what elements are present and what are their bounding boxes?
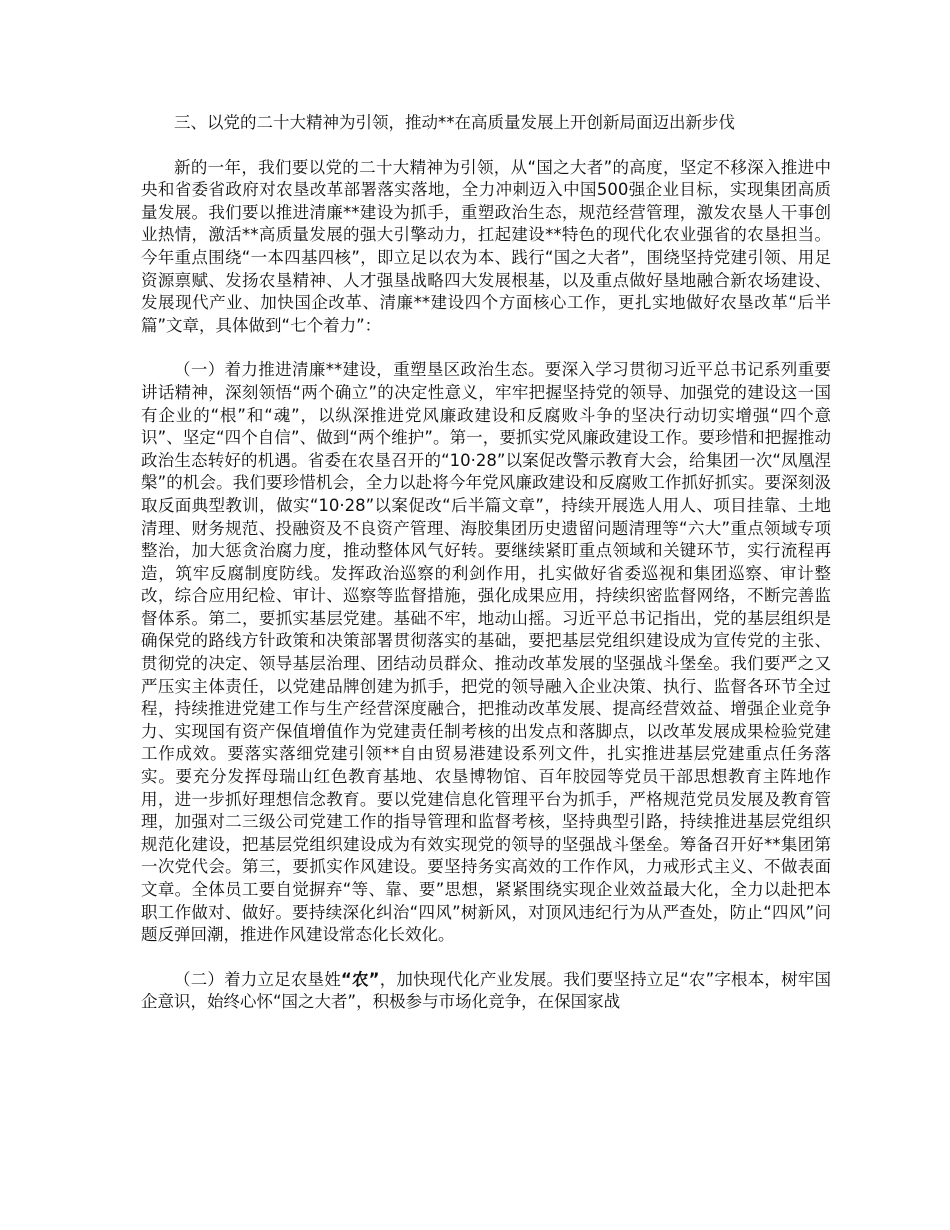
paragraph-two-lead-bold: “农” bbox=[340, 969, 380, 989]
section-heading: 三、以党的二十大精神为引领，推动**在高质量发展上开创新局面迈出新步伐 bbox=[174, 113, 735, 132]
document-page bbox=[141, 112, 831, 1036]
paragraph-one-body: 要深入学习贯彻习近平总书记系列重要讲话精神，深刻领悟“两个确立”的决定性意义，牢牢把握坚持党的领导、加强党的建设这一国有企业的“根”和“魂”，以纵深推进党风廉政建设和反腐败斗争的坚决行动切实增强“四个意识”、坚定“四个自信”、做到“两个维护”。第一，要抓实党风廉政建设工作。要珍惜和把握推动政治生态转好的机遇。省委在农垦召开的“10·28”以案促改警示教育大会，给集团一次“凤凰涅槃”的机会。我们要珍惜机会，全力以赴将今年党风廉政建设和反腐败工作抓好抓实。要深刻汲取反面典型教训，做实“10·28”以案促改“后半篇文章”，持续开展选人用人、项目挂靠、土地清理、财务规范、投融资及不良资产管理、海胶集团历史遗留问题清理等“六大”重点领域专项整治，加大惩贪治腐力度，推动整体风气好转。要继续紧盯重点领域和关键环节，实行流程再造，筑牢反腐制度防线。发挥政治巡察的利剑作用，扎实做好省委巡视和集团巡察、审计整改，综合应用纪检、审计、巡察等监督措施，强化成果应用，持续织密监督网络，不断完善监督体系。第二，要抓实基层党建。基础不牢，地动山摇。习近平总书记指出，党的基层组织是确保党的路线方针政策和决策部署贯彻落实的基础，要把基层党组织建设成为宣传党的主张、贯彻党的决定、领导基层治理、团结动员群众、推动改革发展的坚强战斗堡垒。我们要严之又严压实主体责任，以党建品牌创建为抓手，把党的领导融入企业决策、执行、监督各环节全过程，持续推进党建工作与生产经营深度融合，把推动改革发展、提高经营效益、增强企业竞争力、实现国有资产保值增值作为党建责任制考核的出发点和落脚点，以改革发展成果检验党建工作成效。要落实落细党建引领**自由贸易港建设系列文件，扎实推进基层党建重点任务落实。要充分发挥母瑞山红色教育基地、农垦博物馆、百年胶园等党员干部思想教育主阵地作用，进一步抓好理想信念教育。要以党建信息化管理平台为抓手，严格规范党员发展及教育管理，加强对二三级公司党建工作的指导管理和监督考核，坚持典型引路，持续推进基层党组织规范化建设，把基层党组织建设成为有效实现党的领导的坚强战斗堡垒。筹备召开好**集团第一次党代会。第三，要抓实作风建设。要坚持务实高效的工作作风，力戒形式主义、不做表面文章。全体员工要自觉摒弃“等、靠、要”思想，紧紧围绕实现企业效益最大化，全力以赴把本职工作做对、做好。要持续深化纠治“四风”树新风，对顶风违纪行为从严查处，防止“四风”问题反弹回潮，推进作风建设常态化长效化。 bbox=[141, 360, 832, 945]
paragraph-two-lead-tail: ，加快现代化产业发展。 bbox=[379, 969, 564, 989]
paragraph-two-lead: （二）着力立足农垦姓 bbox=[174, 969, 341, 989]
paragraph-intro: 新的一年，我们要以党的二十大精神为引领，从“国之大者”的高度，坚定不移深入推进中央和省委省政府对农垦改革部署落实落地，全力冲刺迈入中国500强企业目标，实现集团高质量发展。我们要以推进清廉**建设为抓手，重塑政治生态，规范经营管理，激发农垦人干事创业热情，激活**高质量发展的强大引擎动力，扛起建设**特色的现代化农业强省的农垦担当。今年重点围绕“一本四基四核”，即立足以农为本、践行“国之大者”，围绕坚持党建引领、用足资源禀赋、发扬农垦精神、人才强垦战略四大发展根基，以及重点做好垦地融合新农场建设、发展现代产业、加快国企改革、清廉**建设四个方面核心工作，更扎实地做好农垦改革“后半篇”文章，具体做到“七个着力”： bbox=[141, 157, 831, 335]
paragraph-one bbox=[141, 359, 831, 946]
paragraph-two-body: 我们要坚持立足“农”字根本，树牢国企意识，始终心怀“国之大者”，积极参与市场化竞争，在保国家战 bbox=[141, 969, 831, 1012]
paragraph-two bbox=[141, 969, 831, 1014]
paragraph-one-lead: （一）着力推进清廉**建设，重塑垦区政治生态。 bbox=[174, 360, 545, 380]
